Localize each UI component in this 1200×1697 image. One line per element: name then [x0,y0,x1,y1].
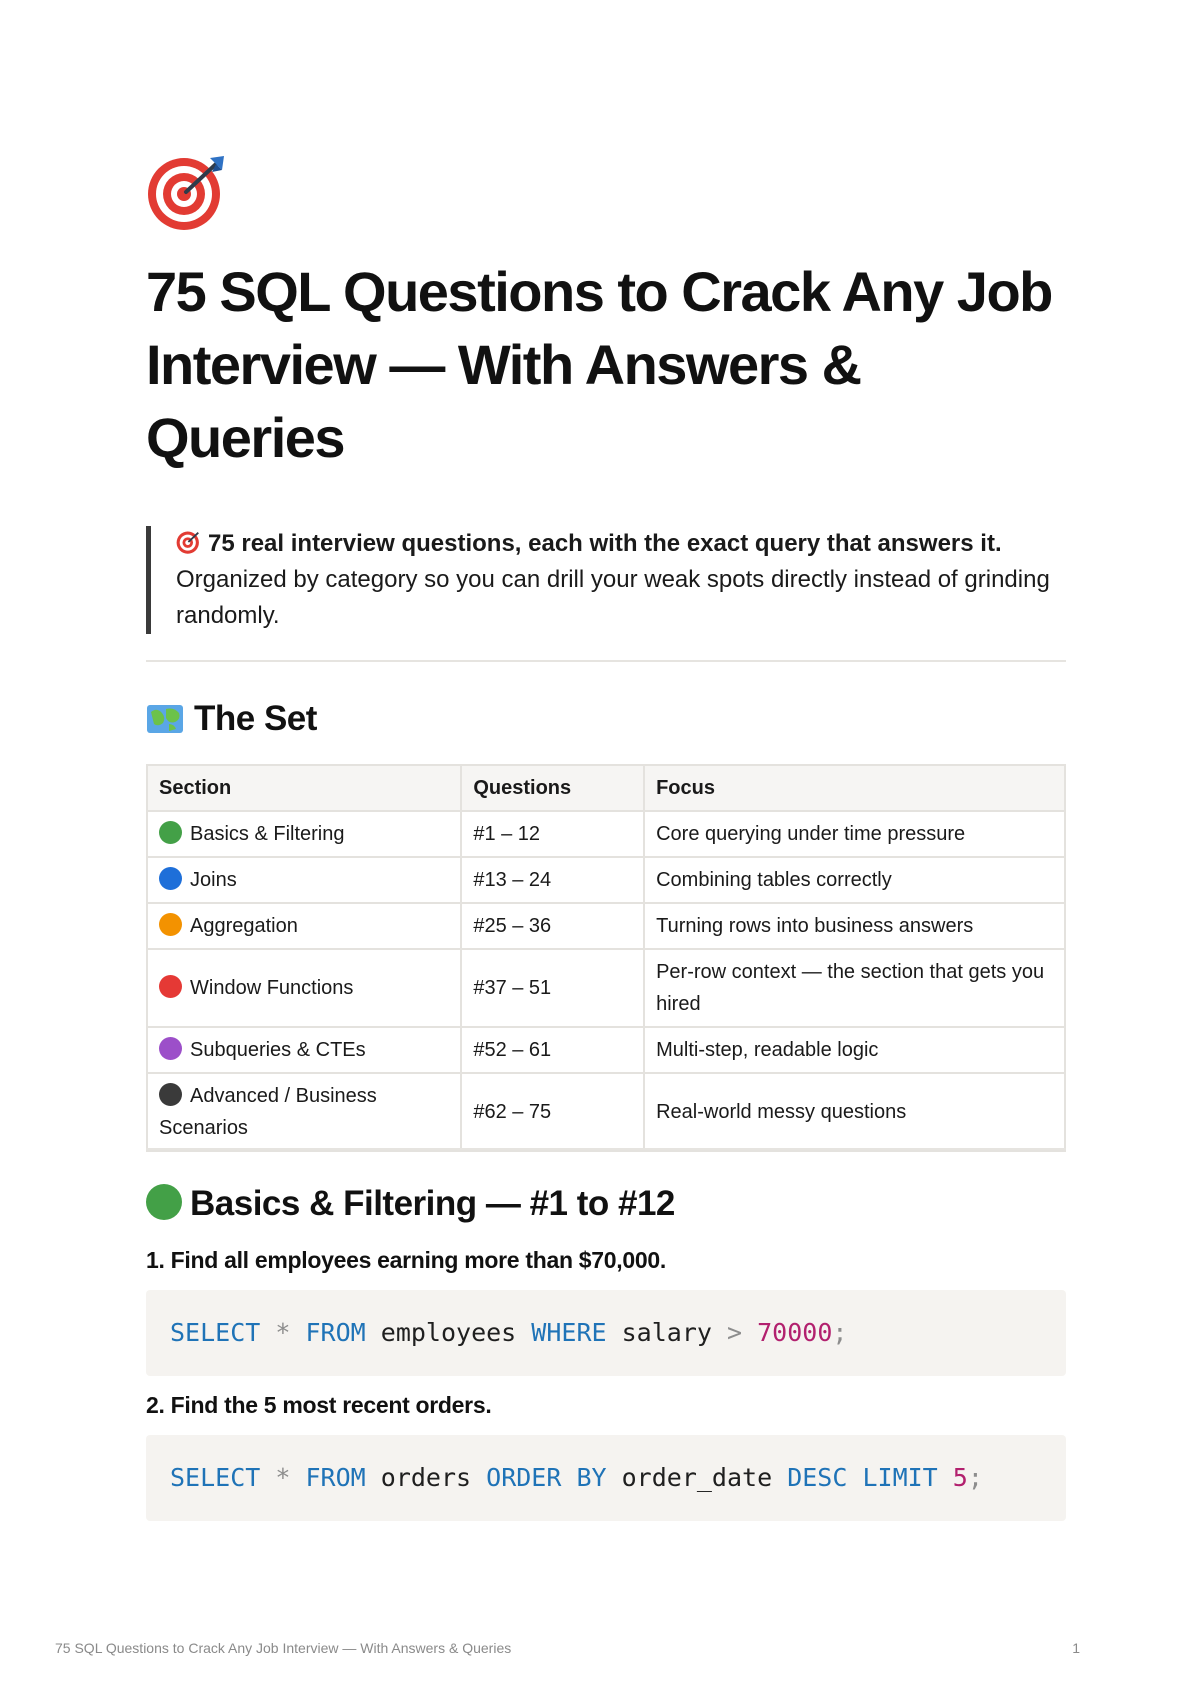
code-token: employees [365,1318,532,1347]
section-label: Advanced / Business Scenarios [159,1085,377,1139]
section-label: Window Functions [190,977,354,999]
focus-cell: Combining tables correctly [644,857,1065,903]
colored-circle-icon [159,1037,182,1060]
footer-title: 75 SQL Questions to Crack Any Job Interview — With Answers & Queries [55,1640,512,1656]
code-token: LIMIT [862,1463,938,1492]
code-token: 70000 [757,1318,833,1347]
focus-cell: Multi-step, readable logic [644,1027,1065,1073]
colored-circle-icon [159,867,182,890]
code-token: salary [606,1318,727,1347]
code-token [847,1463,862,1492]
table-header-row [147,765,1065,811]
world-map-icon [146,702,184,736]
code-token: ; [832,1318,848,1347]
focus-cell: Turning rows into business answers [644,903,1065,949]
table-row [147,811,1065,857]
code-block[interactable] [146,1435,1066,1521]
section-heading-label: Basics & Filtering — #1 to #12 [190,1184,675,1223]
green-circle-icon [146,1184,182,1220]
focus-cell: Real-world messy questions [644,1073,1065,1151]
table-row [147,949,1065,1027]
page-title: 75 SQL Questions to Crack Any Job Interview — With Answers & Queries [146,260,1052,469]
colored-circle-icon [159,913,182,936]
code-token: FROM [305,1318,366,1347]
section-label: Joins [190,869,237,891]
code-token: SELECT [170,1463,261,1492]
code-token: FROM [305,1463,366,1492]
code-block[interactable] [146,1290,1066,1376]
callout-body: Organized by category so you can drill your weak spots directly instead of grinding randomly. [176,566,1050,629]
table-row [147,1027,1065,1073]
code-token: > [726,1318,743,1347]
question-prompt: 2. Find the 5 most recent orders. [146,1392,492,1418]
code-token: WHERE [531,1318,607,1347]
colored-circle-icon [159,1083,182,1106]
questions-cell: #13 – 24 [461,857,644,903]
code-token: DESC [787,1463,848,1492]
table-row [147,903,1065,949]
code-token [938,1463,953,1492]
callout [146,526,1066,634]
section-label: Basics & Filtering [190,823,345,845]
divider [146,1148,1066,1150]
divider [146,660,1066,662]
page-number: 1 [1072,1640,1080,1656]
direct-hit-target-icon [146,150,230,234]
questions-cell: #1 – 12 [461,811,644,857]
code-token [742,1318,757,1347]
table-row [147,857,1065,903]
questions-cell: #52 – 61 [461,1027,644,1073]
code-token: order_date [606,1463,788,1492]
code-token: SELECT [170,1318,261,1347]
code-token: orders [365,1463,487,1492]
direct-hit-target-icon [176,529,202,555]
section-cell [147,903,461,949]
code-token [260,1463,275,1492]
section-label: Subqueries & CTEs [190,1039,366,1061]
section-label: Aggregation [190,915,298,937]
section-cell [147,949,461,1027]
section-heading-the-set [146,697,317,741]
questions-cell: #25 – 36 [461,903,644,949]
code-token: 5 [952,1463,968,1492]
column-header: Questions [461,765,644,811]
code-token [260,1318,275,1347]
section-cell [147,857,461,903]
callout-lead: 75 real interview questions, each with the exact query that answers it. [208,530,1002,557]
code-token [290,1463,305,1492]
sections-table [146,764,1066,1152]
colored-circle-icon [159,821,182,844]
section-heading-label: The Set [194,699,317,738]
section-cell [147,1027,461,1073]
code-token: ORDER BY [486,1463,607,1492]
colored-circle-icon [159,975,182,998]
questions-cell: #62 – 75 [461,1073,644,1151]
section-cell [147,1073,461,1151]
section-heading-basics [146,1182,675,1226]
code-token: * [275,1318,291,1347]
questions-cell: #37 – 51 [461,949,644,1027]
question-prompt: 1. Find all employees earning more than $70,000. [146,1247,666,1273]
column-header: Focus [644,765,1065,811]
focus-cell: Per-row context — the section that gets you hired [644,949,1065,1027]
column-header: Section [147,765,461,811]
code-token [290,1318,305,1347]
section-cell [147,811,461,857]
focus-cell: Core querying under time pressure [644,811,1065,857]
code-token: ; [967,1463,983,1492]
code-token: * [275,1463,291,1492]
table-row [147,1073,1065,1151]
